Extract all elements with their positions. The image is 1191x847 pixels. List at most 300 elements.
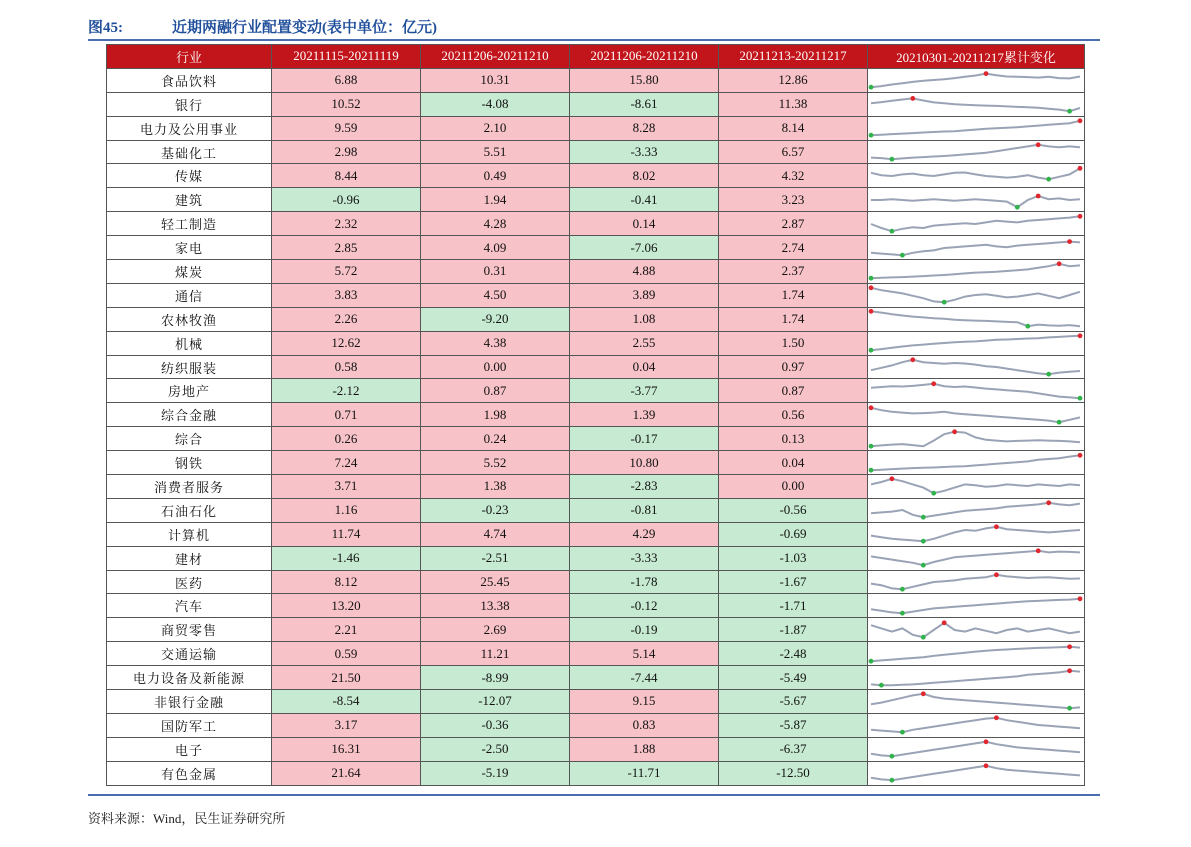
- industry-name: 石油石化: [107, 498, 272, 522]
- value-cell: -12.07: [421, 690, 570, 714]
- table-row: [107, 666, 1085, 690]
- sparkline-cell: [868, 379, 1085, 403]
- industry-name: 电力及公用事业: [107, 116, 272, 140]
- sparkline-cell: [868, 522, 1085, 546]
- sparkline: [868, 547, 1083, 569]
- industry-name: 传媒: [107, 164, 272, 188]
- sparkline-max-marker: [1067, 239, 1072, 244]
- figure-title: [88, 14, 1100, 38]
- sparkline-path: [871, 647, 1080, 661]
- sparkline-min-marker: [879, 682, 884, 687]
- sparkline-cell: [868, 116, 1085, 140]
- value-cell: 4.32: [719, 164, 868, 188]
- sparkline: [868, 189, 1083, 211]
- table-row: [107, 355, 1085, 379]
- industry-name: 轻工制造: [107, 212, 272, 236]
- value-cell: 2.87: [719, 212, 868, 236]
- industry-name: 计算机: [107, 522, 272, 546]
- value-cell: 0.31: [421, 260, 570, 284]
- table-row: [107, 403, 1085, 427]
- value-cell: -0.41: [570, 188, 719, 212]
- sparkline-max-marker: [994, 572, 999, 577]
- sparkline-min-marker: [900, 611, 905, 616]
- value-cell: -5.87: [719, 713, 868, 737]
- sparkline: [868, 213, 1083, 235]
- sparkline-min-marker: [890, 157, 895, 162]
- sparkline-cell: [868, 690, 1085, 714]
- value-cell: 10.52: [272, 92, 421, 116]
- value-cell: 2.69: [421, 618, 570, 642]
- value-cell: 3.89: [570, 283, 719, 307]
- sparkline-cell: [868, 546, 1085, 570]
- sparkline-min-marker: [921, 635, 926, 640]
- value-cell: 8.02: [570, 164, 719, 188]
- sparkline: [868, 571, 1083, 593]
- value-cell: 5.14: [570, 642, 719, 666]
- sparkline-max-marker: [1036, 142, 1041, 147]
- value-cell: -1.71: [719, 594, 868, 618]
- sparkline-min-marker: [1025, 324, 1030, 329]
- value-cell: 4.28: [421, 212, 570, 236]
- value-cell: 9.15: [570, 690, 719, 714]
- value-cell: 11.38: [719, 92, 868, 116]
- industry-name: 有色金属: [107, 761, 272, 785]
- sparkline-path: [871, 670, 1080, 684]
- sparkline-cell: [868, 260, 1085, 284]
- sparkline: [868, 428, 1083, 450]
- sparkline-cell: [868, 498, 1085, 522]
- sparkline-path: [871, 288, 1080, 302]
- sparkline-cell: [868, 475, 1085, 499]
- sparkline-max-marker: [1078, 596, 1083, 601]
- value-cell: -8.54: [272, 690, 421, 714]
- value-cell: 0.14: [570, 212, 719, 236]
- value-cell: 0.04: [570, 355, 719, 379]
- value-cell: 4.09: [421, 236, 570, 260]
- table-row: [107, 546, 1085, 570]
- table-row: [107, 140, 1085, 164]
- industry-name: 机械: [107, 331, 272, 355]
- value-cell: 21.50: [272, 666, 421, 690]
- value-cell: -1.67: [719, 570, 868, 594]
- sparkline-max-marker: [1078, 452, 1083, 457]
- value-cell: 0.00: [421, 355, 570, 379]
- sparkline-min-marker: [900, 252, 905, 257]
- value-cell: -8.99: [421, 666, 570, 690]
- table-row: [107, 260, 1085, 284]
- sparkline: [868, 117, 1083, 139]
- value-cell: 0.97: [719, 355, 868, 379]
- sparkline-cell: [868, 355, 1085, 379]
- value-cell: -3.33: [570, 546, 719, 570]
- sparkline-cell: [868, 594, 1085, 618]
- sparkline-path: [871, 431, 1080, 445]
- sparkline-max-marker: [1057, 262, 1062, 267]
- sparkline-min-marker: [1046, 177, 1051, 182]
- sparkline-max-marker: [910, 96, 915, 101]
- table-row: [107, 331, 1085, 355]
- value-cell: 3.17: [272, 713, 421, 737]
- sparkline-max-marker: [869, 405, 874, 410]
- sparkline: [868, 690, 1083, 712]
- value-cell: 11.21: [421, 642, 570, 666]
- value-cell: 9.59: [272, 116, 421, 140]
- sparkline-cell: [868, 92, 1085, 116]
- sparkline: [868, 595, 1083, 617]
- sparkline: [868, 141, 1083, 163]
- value-cell: 0.71: [272, 403, 421, 427]
- value-cell: -0.81: [570, 498, 719, 522]
- sparkline-path: [871, 312, 1080, 327]
- sparkline-min-marker: [921, 515, 926, 520]
- header-industry: 行业: [107, 45, 272, 69]
- value-cell: -3.77: [570, 379, 719, 403]
- sparkline-min-marker: [1046, 372, 1051, 377]
- industry-name: 钢铁: [107, 451, 272, 475]
- sparkline-max-marker: [921, 692, 926, 697]
- value-cell: 8.28: [570, 116, 719, 140]
- value-cell: 6.88: [272, 68, 421, 92]
- value-cell: 0.00: [719, 475, 868, 499]
- sparkline: [868, 284, 1083, 306]
- sparkline-cell: [868, 737, 1085, 761]
- table-row: [107, 498, 1085, 522]
- sparkline-min-marker: [1067, 109, 1072, 114]
- sparkline-path: [871, 336, 1080, 350]
- value-cell: 1.74: [719, 283, 868, 307]
- sparkline-cell: [868, 188, 1085, 212]
- table-row: [107, 737, 1085, 761]
- sparkline-path: [871, 455, 1080, 470]
- table-row: [107, 427, 1085, 451]
- sparkline-max-marker: [984, 740, 989, 745]
- table-row: [107, 761, 1085, 785]
- value-cell: -12.50: [719, 761, 868, 785]
- sparkline-max-marker: [1067, 668, 1072, 673]
- value-cell: 5.51: [421, 140, 570, 164]
- value-cell: 0.13: [719, 427, 868, 451]
- sparkline-min-marker: [869, 85, 874, 90]
- value-cell: 2.85: [272, 236, 421, 260]
- value-cell: 8.12: [272, 570, 421, 594]
- sparkline: [868, 356, 1083, 378]
- value-cell: 1.08: [570, 307, 719, 331]
- top-rule: [88, 39, 1100, 41]
- value-cell: 10.80: [570, 451, 719, 475]
- value-cell: 12.86: [719, 68, 868, 92]
- value-cell: 0.83: [570, 713, 719, 737]
- value-cell: 2.32: [272, 212, 421, 236]
- sparkline-max-marker: [952, 429, 957, 434]
- sparkline-path: [871, 479, 1080, 493]
- sparkline: [868, 643, 1083, 665]
- industry-name: 消费者服务: [107, 475, 272, 499]
- sparkline-min-marker: [1057, 420, 1062, 425]
- sparkline-path: [871, 527, 1080, 541]
- sparkline-cell: [868, 427, 1085, 451]
- sparkline: [868, 452, 1083, 474]
- value-cell: -11.71: [570, 761, 719, 785]
- industry-name: 纺织服装: [107, 355, 272, 379]
- sparkline: [868, 667, 1083, 689]
- figure-number: 图45:: [88, 20, 123, 36]
- sparkline-min-marker: [1067, 706, 1072, 711]
- sparkline: [868, 404, 1083, 426]
- sparkline-cell: [868, 642, 1085, 666]
- sparkline-path: [871, 551, 1080, 565]
- value-cell: 1.98: [421, 403, 570, 427]
- sparkline-path: [871, 99, 1080, 112]
- value-cell: 25.45: [421, 570, 570, 594]
- sparkline-min-marker: [921, 539, 926, 544]
- table-row: [107, 713, 1085, 737]
- value-cell: -4.08: [421, 92, 570, 116]
- sparkline-min-marker: [869, 133, 874, 138]
- sparkline-max-marker: [1078, 119, 1083, 124]
- value-cell: -2.48: [719, 642, 868, 666]
- value-cell: -0.96: [272, 188, 421, 212]
- value-cell: 1.50: [719, 331, 868, 355]
- value-cell: 4.74: [421, 522, 570, 546]
- sparkline-min-marker: [1015, 205, 1020, 210]
- sparkline-cell: [868, 283, 1085, 307]
- industry-name: 建筑: [107, 188, 272, 212]
- table-row: [107, 68, 1085, 92]
- sparkline-cell: [868, 140, 1085, 164]
- value-cell: -1.03: [719, 546, 868, 570]
- sparkline-path: [871, 766, 1080, 780]
- sparkline-max-marker: [942, 620, 947, 625]
- industry-name: 基础化工: [107, 140, 272, 164]
- value-cell: -7.06: [570, 236, 719, 260]
- industry-name: 银行: [107, 92, 272, 116]
- sparkline-path: [871, 196, 1080, 207]
- value-cell: -1.87: [719, 618, 868, 642]
- value-cell: -2.50: [421, 737, 570, 761]
- sparkline-cell: [868, 570, 1085, 594]
- sparkline: [868, 237, 1083, 259]
- sparkline-path: [871, 408, 1080, 422]
- value-cell: 11.74: [272, 522, 421, 546]
- sparkline-max-marker: [910, 357, 915, 362]
- value-cell: 3.71: [272, 475, 421, 499]
- sparkline-cell: [868, 212, 1085, 236]
- value-cell: 1.74: [719, 307, 868, 331]
- sparkline: [868, 619, 1083, 641]
- value-cell: 16.31: [272, 737, 421, 761]
- value-cell: -0.12: [570, 594, 719, 618]
- value-cell: -1.78: [570, 570, 719, 594]
- sparkline-min-marker: [890, 754, 895, 759]
- sparkline-max-marker: [1078, 334, 1083, 339]
- value-cell: -0.56: [719, 498, 868, 522]
- header-period-1: 20211115-20211119: [272, 45, 421, 69]
- sparkline: [868, 260, 1083, 282]
- value-cell: 4.38: [421, 331, 570, 355]
- value-cell: 0.49: [421, 164, 570, 188]
- sparkline-cell: [868, 451, 1085, 475]
- value-cell: -5.67: [719, 690, 868, 714]
- sparkline-cell: [868, 236, 1085, 260]
- sparkline-max-marker: [994, 525, 999, 530]
- table-row: [107, 92, 1085, 116]
- sparkline-cell: [868, 761, 1085, 785]
- sparkline-path: [871, 742, 1080, 756]
- value-cell: 12.62: [272, 331, 421, 355]
- industry-name: 交通运输: [107, 642, 272, 666]
- value-cell: 4.88: [570, 260, 719, 284]
- table-row: [107, 642, 1085, 666]
- sparkline: [868, 499, 1083, 521]
- value-cell: -2.12: [272, 379, 421, 403]
- industry-name: 国防军工: [107, 713, 272, 737]
- sparkline: [868, 69, 1083, 91]
- table-row: [107, 236, 1085, 260]
- sparkline-min-marker: [931, 491, 936, 496]
- sparkline-max-marker: [1036, 549, 1041, 554]
- sparkline: [868, 475, 1083, 497]
- value-cell: 2.21: [272, 618, 421, 642]
- margin-allocation-table: [106, 44, 1085, 786]
- value-cell: -2.83: [570, 475, 719, 499]
- sparkline-max-marker: [984, 764, 989, 769]
- value-cell: 3.83: [272, 283, 421, 307]
- value-cell: 0.59: [272, 642, 421, 666]
- sparkline-min-marker: [900, 730, 905, 735]
- sparkline-min-marker: [890, 228, 895, 233]
- sparkline-max-marker: [1067, 644, 1072, 649]
- sparkline-max-marker: [869, 309, 874, 314]
- table-row: [107, 307, 1085, 331]
- sparkline-cell: [868, 666, 1085, 690]
- sparkline-min-marker: [890, 778, 895, 783]
- value-cell: 0.26: [272, 427, 421, 451]
- value-cell: 2.26: [272, 307, 421, 331]
- value-cell: 2.98: [272, 140, 421, 164]
- value-cell: -2.51: [421, 546, 570, 570]
- value-cell: -3.33: [570, 140, 719, 164]
- sparkline-cell: [868, 331, 1085, 355]
- header-period-4: 20211213-20211217: [719, 45, 868, 69]
- industry-name: 建材: [107, 546, 272, 570]
- header-cumulative: 20210301-20211217累计变化: [868, 45, 1085, 69]
- value-cell: 7.24: [272, 451, 421, 475]
- table-row: [107, 570, 1085, 594]
- figure-caption: 近期两融行业配置变动(表中单位：亿元): [172, 20, 437, 36]
- value-cell: -0.19: [570, 618, 719, 642]
- header-period-3: 20211206-20211210: [570, 45, 719, 69]
- value-cell: 21.64: [272, 761, 421, 785]
- sparkline-max-marker: [890, 477, 895, 482]
- value-cell: -0.36: [421, 713, 570, 737]
- value-cell: 1.88: [570, 737, 719, 761]
- value-cell: 8.14: [719, 116, 868, 140]
- sparkline-cell: [868, 618, 1085, 642]
- industry-name: 房地产: [107, 379, 272, 403]
- sparkline-min-marker: [869, 348, 874, 353]
- industry-name: 商贸零售: [107, 618, 272, 642]
- value-cell: 4.29: [570, 522, 719, 546]
- value-cell: -5.19: [421, 761, 570, 785]
- sparkline: [868, 738, 1083, 760]
- sparkline-max-marker: [1046, 501, 1051, 506]
- sparkline-path: [871, 74, 1080, 88]
- value-cell: 3.23: [719, 188, 868, 212]
- sparkline-max-marker: [869, 286, 874, 291]
- sparkline-path: [871, 623, 1080, 637]
- sparkline-path: [871, 216, 1080, 231]
- sparkline-max-marker: [1078, 214, 1083, 219]
- industry-name: 电子: [107, 737, 272, 761]
- industry-name: 医药: [107, 570, 272, 594]
- value-cell: -7.44: [570, 666, 719, 690]
- table-row: [107, 690, 1085, 714]
- value-cell: 1.94: [421, 188, 570, 212]
- value-cell: -0.69: [719, 522, 868, 546]
- industry-name: 家电: [107, 236, 272, 260]
- value-cell: -0.23: [421, 498, 570, 522]
- industry-name: 综合: [107, 427, 272, 451]
- value-cell: 6.57: [719, 140, 868, 164]
- value-cell: 2.10: [421, 116, 570, 140]
- sparkline: [868, 332, 1083, 354]
- value-cell: 10.31: [421, 68, 570, 92]
- sparkline-max-marker: [994, 716, 999, 721]
- table-row: [107, 283, 1085, 307]
- header-period-2: 20211206-20211210: [421, 45, 570, 69]
- sparkline-min-marker: [869, 443, 874, 448]
- value-cell: 0.04: [719, 451, 868, 475]
- sparkline-path: [871, 121, 1080, 135]
- value-cell: 5.52: [421, 451, 570, 475]
- value-cell: 15.80: [570, 68, 719, 92]
- sparkline-cell: [868, 403, 1085, 427]
- value-cell: -8.61: [570, 92, 719, 116]
- value-cell: 0.56: [719, 403, 868, 427]
- sparkline-path: [871, 384, 1080, 398]
- value-cell: 1.38: [421, 475, 570, 499]
- value-cell: 2.37: [719, 260, 868, 284]
- value-cell: 0.87: [421, 379, 570, 403]
- value-cell: 0.58: [272, 355, 421, 379]
- sparkline: [868, 93, 1083, 115]
- value-cell: -6.37: [719, 737, 868, 761]
- industry-name: 综合金融: [107, 403, 272, 427]
- table-row: [107, 164, 1085, 188]
- table-row: [107, 618, 1085, 642]
- sparkline-min-marker: [1078, 396, 1083, 401]
- source-note: 资料来源：Wind，民生证券研究所: [88, 811, 286, 826]
- value-cell: -0.17: [570, 427, 719, 451]
- value-cell: 1.39: [570, 403, 719, 427]
- value-cell: 4.50: [421, 283, 570, 307]
- sparkline-max-marker: [1036, 193, 1041, 198]
- sparkline: [868, 380, 1083, 402]
- sparkline-min-marker: [921, 563, 926, 568]
- sparkline-path: [871, 145, 1080, 159]
- industry-name: 通信: [107, 283, 272, 307]
- value-cell: 1.16: [272, 498, 421, 522]
- value-cell: 5.72: [272, 260, 421, 284]
- value-cell: -9.20: [421, 307, 570, 331]
- sparkline-min-marker: [900, 587, 905, 592]
- sparkline-min-marker: [869, 276, 874, 281]
- sparkline: [868, 165, 1083, 187]
- value-cell: -1.46: [272, 546, 421, 570]
- table-row: [107, 451, 1085, 475]
- sparkline-max-marker: [1078, 166, 1083, 171]
- industry-name: 煤炭: [107, 260, 272, 284]
